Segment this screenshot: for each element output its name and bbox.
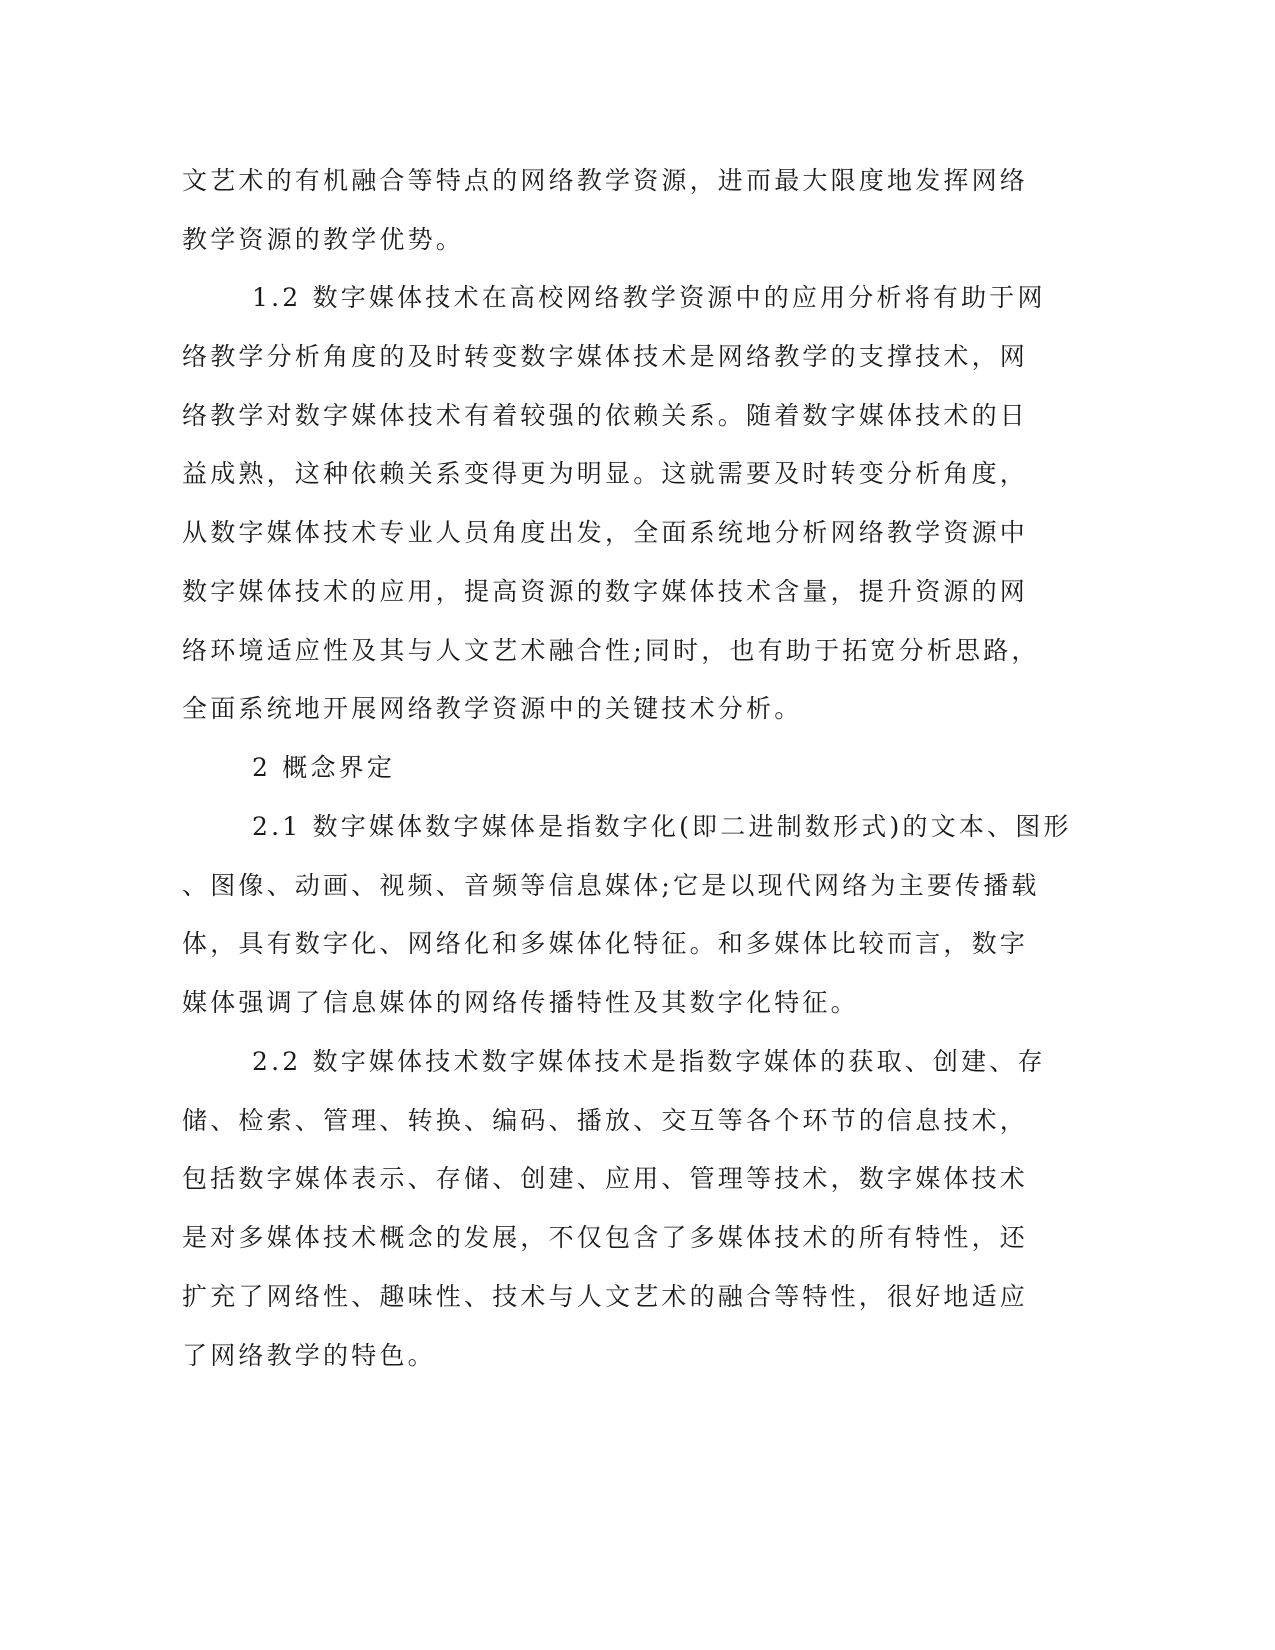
paragraph-line: 包括数字媒体表示、存储、创建、应用、管理等技术，数字媒体技术 — [182, 1164, 1029, 1193]
paragraph-line: 储、检索、管理、转换、编码、播放、交互等各个环节的信息技术， — [182, 1106, 1029, 1135]
paragraph-line: 络教学对数字媒体技术有着较强的依赖关系。随着数字媒体技术的日 — [182, 401, 1029, 430]
paragraph-line: 教学资源的教学优势。 — [182, 225, 465, 254]
paragraph-line: 体，具有数字化、网络化和多媒体化特征。和多媒体比较而言，数字 — [182, 929, 1029, 958]
section-2-1-first-line: 2.1 数字媒体数字媒体是指数字化(即二进制数形式)的文本、图形 — [252, 812, 1072, 841]
paragraph-line: 全面系统地开展网络教学资源中的关键技术分析。 — [182, 694, 803, 723]
paragraph-line: 益成熟，这种依赖关系变得更为明显。这就需要及时转变分析角度， — [182, 459, 1029, 488]
paragraph-line: 是对多媒体技术概念的发展，不仅包含了多媒体技术的所有特性，还 — [182, 1223, 1029, 1252]
paragraph-line: 络环境适应性及其与人文艺术融合性;同时，也有助于拓宽分析思路， — [182, 636, 1040, 665]
paragraph-line: 从数字媒体技术专业人员角度出发，全面系统地分析网络教学资源中 — [182, 518, 1029, 547]
paragraph-line: 络教学分析角度的及时转变数字媒体技术是网络教学的支撑技术，网 — [182, 342, 1029, 371]
section-2-2-first-line: 2.2 数字媒体技术数字媒体技术是指数字媒体的获取、创建、存 — [252, 1047, 1046, 1076]
paragraph-line: 扩充了网络性、趣味性、技术与人文艺术的融合等特性，很好地适应 — [182, 1282, 1029, 1311]
paragraph-line: 文艺术的有机融合等特点的网络教学资源，进而最大限度地发挥网络 — [182, 166, 1029, 195]
section-1-2-first-line: 1.2 数字媒体技术在高校网络教学资源中的应用分析将有助于网 — [252, 283, 1046, 312]
paragraph-line: 、图像、动画、视频、音频等信息媒体;它是以现代网络为主要传播载 — [182, 871, 1040, 900]
section-heading: 2 概念界定 — [252, 753, 396, 782]
paragraph-line: 媒体强调了信息媒体的网络传播特性及其数字化特征。 — [182, 988, 859, 1017]
paragraph-line: 了网络教学的特色。 — [182, 1341, 436, 1370]
paragraph-line: 数字媒体技术的应用，提高资源的数字媒体技术含量，提升资源的网 — [182, 577, 1029, 606]
